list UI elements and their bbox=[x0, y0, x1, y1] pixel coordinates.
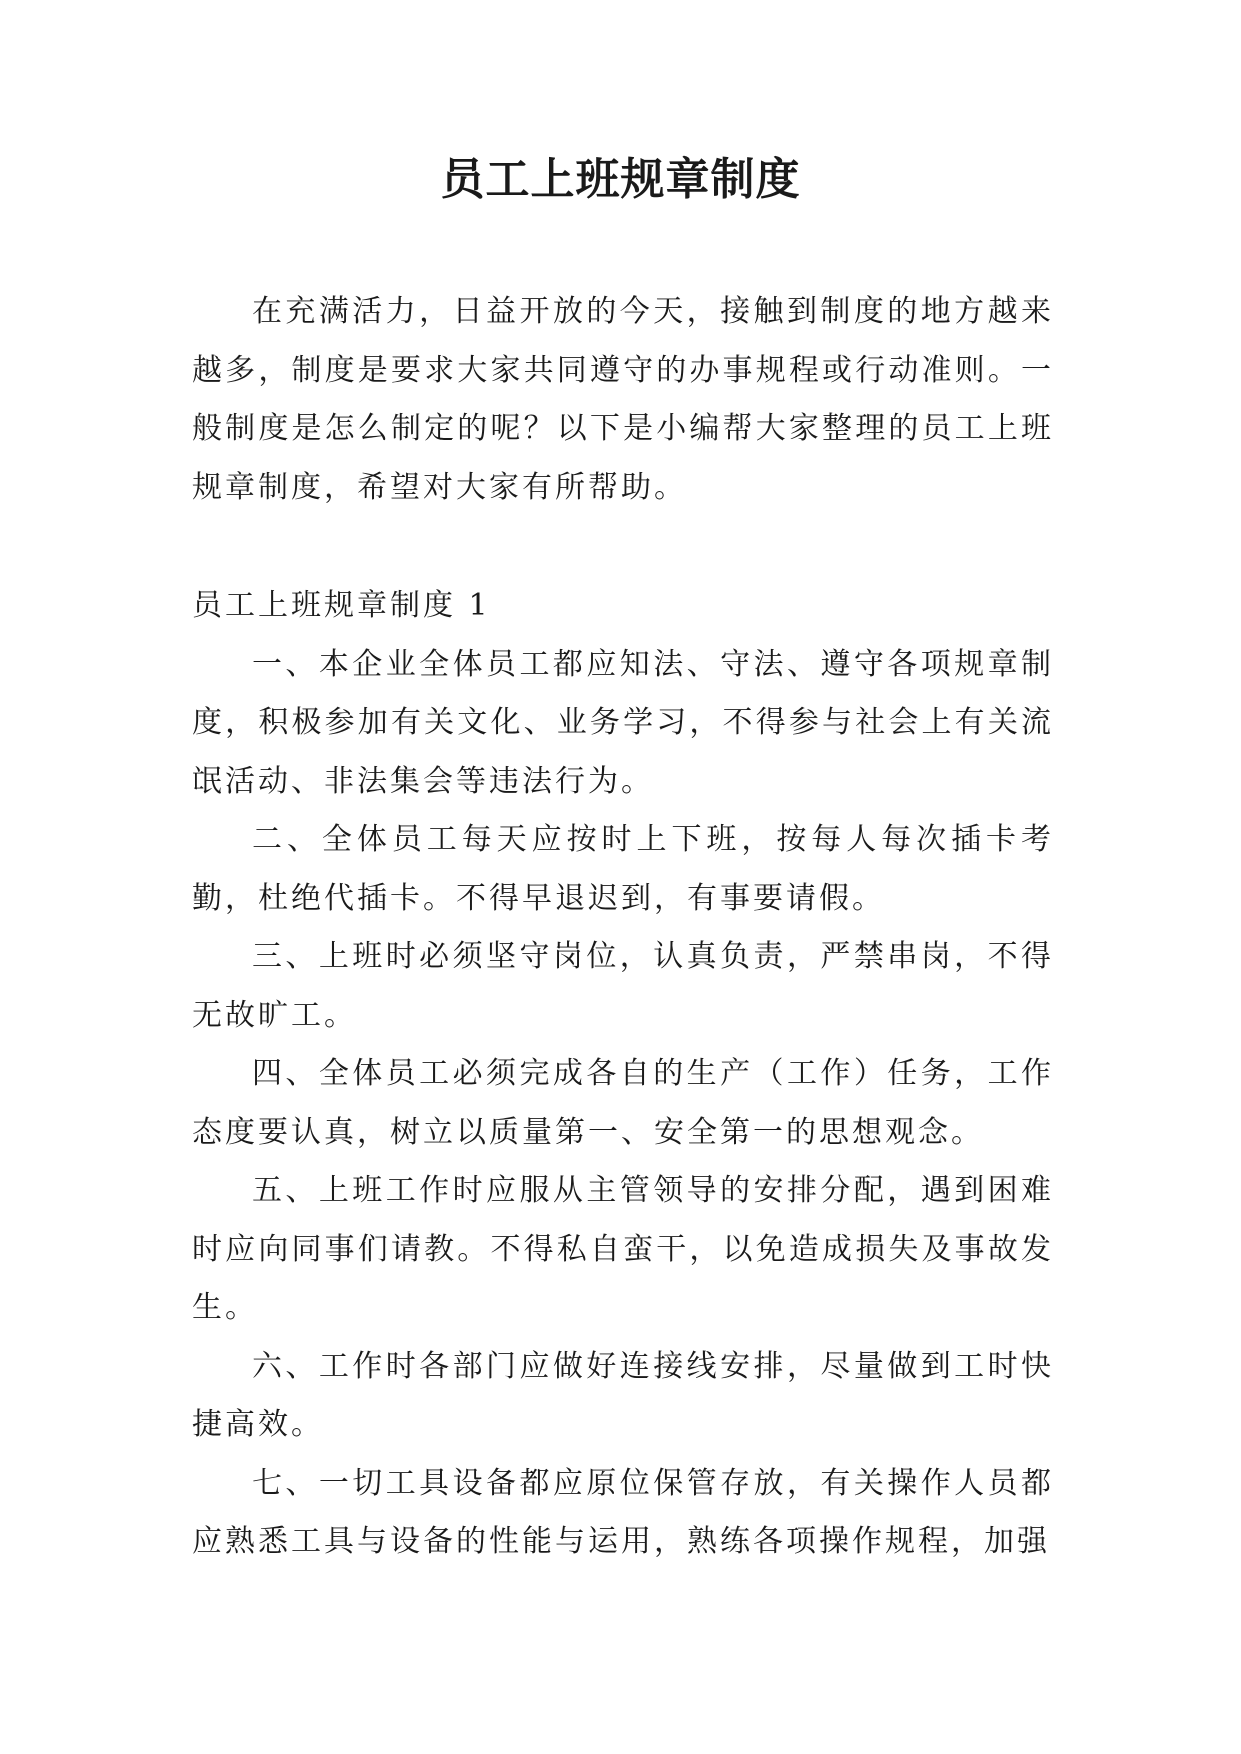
document-title: 员工上班规章制度 bbox=[440, 154, 801, 205]
rule-paragraph-3: 三、上班时必须坚守岗位，认真负责，严禁串岗，不得无故旷工。 bbox=[192, 939, 1054, 1033]
rule-paragraph-6: 六、工作时各部门应做好连接线安排，尽量做到工时快捷高效。 bbox=[192, 1348, 1054, 1442]
intro-paragraph: 在充满活力，日益开放的今天，接触到制度的地方越来越多，制度是要求大家共同遵守的办事规程或行动准则。一般制度是怎么制定的呢？以下是小编帮大家整理的员工上班规章制度，希望对大家有所帮助。 bbox=[192, 294, 1054, 505]
section-heading: 员工上班规章制度 1 bbox=[192, 588, 491, 623]
intro-section bbox=[192, 283, 1054, 517]
rules-section bbox=[192, 577, 1054, 1572]
rule-paragraph-4: 四、全体员工必须完成各自的生产（工作）任务，工作态度要认真，树立以质量第一、安全第一的思想观念。 bbox=[192, 1056, 1054, 1150]
rule-paragraph-7: 七、一切工具设备都应原位保管存放，有关操作人员都应熟悉工具与设备的性能与运用，熟练各项操作规程，加强 bbox=[192, 1465, 1054, 1559]
rule-paragraph-5: 五、上班工作时应服从主管领导的安排分配，遇到困难时应向同事们请教。不得私自蛮干，以免造成损失及事故发生。 bbox=[192, 1173, 1054, 1325]
rule-paragraph-1: 一、本企业全体员工都应知法、守法、遵守各项规章制度，积极参加有关文化、业务学习，不得参与社会上有关流氓活动、非法集会等违法行为。 bbox=[192, 646, 1054, 799]
rule-paragraph-2: 二、全体员工每天应按时上下班，按每人每次插卡考勤，杜绝代插卡。不得早退迟到，有事要请假。 bbox=[192, 822, 1054, 916]
